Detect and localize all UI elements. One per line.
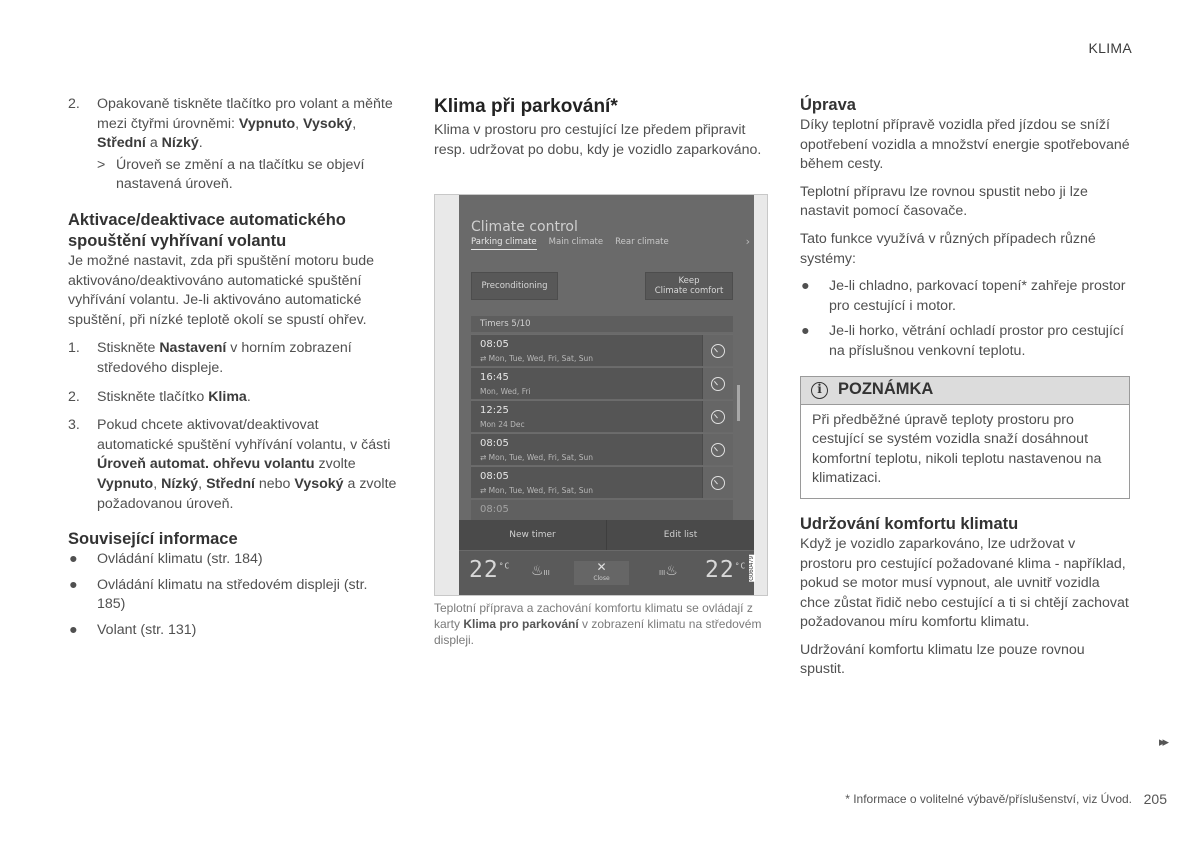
heading-activation: Aktivace/deaktivace automatického spouštění vyhřívaní volantu: [68, 210, 346, 250]
timer-time: 08:05: [480, 504, 509, 515]
seat-heat-left-icon[interactable]: ♨III: [531, 563, 550, 579]
intro-paragraph: Je možné nastavit, zda při spuštění motoru bude aktivováno/deaktivováno automatické spuštění vyhřívání volantu. Je-li aktivováno automatické spuštění, při nízké teplotě okolí se spustí ohřev.: [68, 252, 374, 328]
note-text: Při předběžné úpravě teploty prostoru pro cestující se systém vozidla snaží dosáhnout komfortní teplotu, nikoli teplotu nastavenou na klimatizaci.: [812, 411, 1102, 487]
bullet-icon: ●: [69, 551, 78, 568]
column-right: [800, 95, 1130, 680]
column-left: [68, 95, 398, 640]
close-button[interactable]: ✕ Close: [574, 561, 629, 585]
timer-clock-icon[interactable]: [702, 434, 733, 465]
timer-time: 08:05: [480, 339, 509, 350]
timer-time: 08:05: [480, 471, 509, 482]
tab-parking-climate[interactable]: Parking climate: [471, 237, 537, 250]
screen-title: Climate control: [471, 219, 578, 235]
auto-step-1: 1. Stiskněte Nastavení v horním zobrazení středového displeje.: [68, 340, 352, 376]
note-title: POZNÁMKA: [838, 380, 934, 399]
figure-caption: Teplotní příprava a zachování komfortu klimatu se ovládají z karty Klima pro parkování v zobrazení klimatu na středovém displeji.: [434, 601, 762, 647]
image-code: G060479: [749, 556, 755, 581]
screen-tabs: [471, 237, 669, 250]
timer-days: Mon, Wed, Fri: [480, 387, 531, 396]
heading-preparation: Úprava: [800, 96, 856, 114]
climate-screen: [459, 195, 754, 595]
timer-clock-icon[interactable]: [702, 467, 733, 498]
keep-climate-comfort-button[interactable]: Keep Climate comfort: [645, 272, 733, 300]
timer-row[interactable]: [471, 466, 733, 498]
bullet-icon: ●: [69, 576, 78, 593]
timer-days: ⇄ Mon, Tue, Wed, Fri, Sat, Sun: [480, 354, 593, 363]
auto-step-2: 2. Stiskněte tlačítko Klima.: [68, 388, 251, 405]
timer-time: 08:05: [480, 438, 509, 449]
prep-paragraph-2: Teplotní přípravu lze rovnou spustit nebo ji lze nastavit pomocí časovače.: [800, 183, 1088, 220]
step-number: 2.: [68, 96, 80, 112]
timer-actions: [459, 520, 754, 550]
note-header: [801, 377, 1129, 405]
timer-clock-icon[interactable]: [702, 368, 733, 399]
auto-step-3: 3. Pokud chcete aktivovat/deaktivovat automatické spuštění vyhřívání volantu, v části Úroveň automat. ohřevu volantu zvolte Vypnuto, Nízký, Střední nebo Vysoký a zvolte požadovanou úroveň.: [68, 417, 397, 512]
parking-climate-intro: Klima v prostoru pro cestující lze předem připravit resp. udržovat po dobu, kdy je vozidlo zaparkováno.: [434, 122, 762, 158]
heading-related: Související informace: [68, 530, 238, 549]
chevron-right-icon[interactable]: ›: [745, 235, 750, 248]
tab-rear-climate[interactable]: Rear climate: [615, 237, 669, 247]
timers-header: Timers 5/10: [471, 316, 733, 332]
timer-days: Mon 24 Dec: [480, 420, 525, 429]
related-link-3[interactable]: ● Volant (str. 131): [68, 621, 398, 641]
timer-clock-icon[interactable]: [702, 335, 733, 366]
prep-paragraph-1: Díky teplotní přípravě vozidla před jízdou se sníží opotřebení vozidla a množství energie spotřebované během cesty.: [800, 117, 1130, 173]
column-middle: [434, 95, 770, 160]
temp-right[interactable]: $22^{^\circ C}$: [705, 557, 747, 583]
keep-paragraph-1: Když je vozidlo zaparkováno, lze udržovat v prostoru pro cestující požadované klima - například, pokud se motor musí vypnout, ale uvnitř vozidla chce zůstat řidič nebo cestující a ti si chtějí zachovat požadovanou míru komfortu klimatu.: [800, 535, 1129, 631]
heading-parking-climate: Klima při parkování*: [434, 96, 618, 117]
related-link-2[interactable]: ● Ovládání klimatu na středovém displeji (str. 185): [69, 576, 368, 613]
scrollbar[interactable]: [737, 385, 740, 421]
step-2: 2. Opakovaně tiskněte tlačítko pro volant a měňte mezi čtyřmi úrovněmi: Vypnuto, Vysoký, Střední a Nízký.: [68, 96, 393, 152]
step-2-result: > Úroveň se změní a na tlačítku se objeví nastavená úroveň.: [97, 156, 365, 193]
bullet-icon: ●: [801, 278, 810, 295]
info-icon: i: [811, 382, 828, 399]
timer-row[interactable]: [471, 367, 733, 399]
new-timer-button[interactable]: New timer: [509, 530, 556, 540]
bullet-icon: ●: [801, 323, 810, 340]
bullet-icon: ●: [69, 621, 78, 638]
related-link-1[interactable]: ● Ovládání klimatu (str. 184): [68, 550, 398, 570]
continue-arrows-icon: ▸▸: [1158, 734, 1166, 749]
note-box: [800, 376, 1130, 499]
climate-bar: [459, 551, 754, 595]
timer-clock-icon[interactable]: [702, 401, 733, 432]
timer-days: ⇄ Mon, Tue, Wed, Fri, Sat, Sun: [480, 486, 593, 495]
tab-main-climate[interactable]: Main climate: [548, 237, 604, 247]
timer-row[interactable]: [471, 433, 733, 465]
close-icon: ✕: [596, 560, 607, 574]
seat-heat-right-icon[interactable]: III♨: [659, 563, 678, 579]
timer-row[interactable]: [471, 400, 733, 432]
result-marker: >: [97, 156, 106, 173]
keep-paragraph-2: Udržování komfortu klimatu lze pouze rovnou spustit.: [800, 641, 1085, 678]
footnote: * Informace o volitelné výbavě/příslušenství, viz Úvod.: [845, 792, 1132, 806]
timer-time: 12:25: [480, 405, 509, 416]
timer-time: 16:45: [480, 372, 509, 383]
prep-paragraph-3: Tato funkce využívá v různých případech různé systémy:: [800, 230, 1096, 267]
edit-list-button[interactable]: Edit list: [606, 520, 754, 550]
section-header: KLIMA: [1088, 40, 1132, 56]
bullet-hot: ● Je-li horko, větrání ochladí prostor pro cestující na příslušnou venkovní teplotu.: [801, 323, 1124, 359]
heading-keep-comfort: Udržování komfortu klimatu: [800, 514, 1019, 533]
temp-left[interactable]: $22^{^\circ C}$: [469, 557, 511, 583]
timer-days: ⇄ Mon, Tue, Wed, Fri, Sat, Sun: [480, 453, 593, 462]
timer-row[interactable]: [471, 334, 733, 366]
bullet-cold: ● Je-li chladno, parkovací topení* zahřeje prostor pro cestující i motor.: [801, 278, 1126, 314]
page-number: 205: [1143, 791, 1167, 807]
preconditioning-button[interactable]: Preconditioning: [471, 272, 558, 300]
climate-screen-figure: [434, 194, 768, 596]
